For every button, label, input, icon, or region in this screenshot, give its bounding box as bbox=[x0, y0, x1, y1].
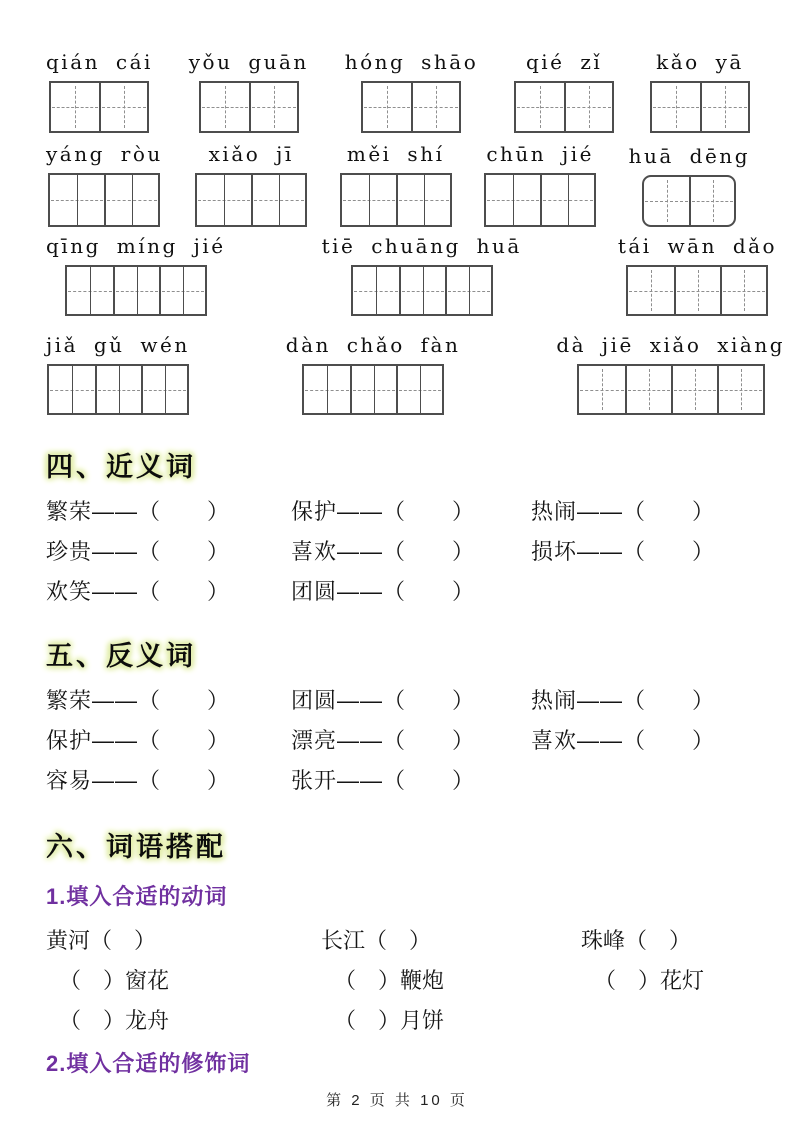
synonyms-block bbox=[46, 492, 750, 612]
pinyin-label: xiǎo jī bbox=[208, 142, 294, 166]
synonym-row bbox=[46, 532, 750, 572]
pinyin-label: yǒu guān bbox=[188, 50, 309, 74]
antonym-item: 繁荣——（ ） bbox=[46, 688, 231, 713]
pinyin-word-item bbox=[46, 333, 190, 415]
antonym-item: 热闹——（ ） bbox=[531, 688, 716, 713]
synonym-item: 保护——（ ） bbox=[291, 499, 476, 524]
collocation-item: 长江（ ） bbox=[321, 928, 432, 953]
pinyin-label: kǎo yā bbox=[656, 50, 744, 74]
section-synonyms-title: 四、近义词 bbox=[46, 452, 196, 482]
antonym-row bbox=[46, 761, 750, 801]
pinyin-label: qié zǐ bbox=[525, 50, 603, 74]
writing-grid bbox=[351, 265, 493, 316]
synonym-item bbox=[531, 572, 750, 612]
pinyin-row-1 bbox=[46, 50, 750, 133]
collocation-item: （ ）鞭炮 bbox=[334, 968, 445, 993]
pinyin-label: tái wān dǎo bbox=[617, 234, 778, 258]
collocation-item bbox=[594, 1001, 750, 1041]
antonyms-block bbox=[46, 681, 750, 801]
pinyin-word-item bbox=[650, 50, 750, 133]
synonym-row bbox=[46, 492, 750, 532]
collocation-subhead-modifiers: 2.填入合适的修饰词 bbox=[46, 1051, 251, 1076]
collocation-item: （ ）龙舟 bbox=[59, 1008, 170, 1033]
pinyin-label: dàn chǎo fàn bbox=[285, 333, 461, 357]
pinyin-word-item bbox=[46, 234, 226, 316]
collocation-block bbox=[46, 921, 750, 1041]
collocation-item: 黄河（ ） bbox=[46, 928, 157, 953]
writing-grid bbox=[65, 265, 207, 316]
collocation-item: （ ）窗花 bbox=[59, 968, 170, 993]
synonym-item: 繁荣——（ ） bbox=[46, 499, 231, 524]
antonym-item: 容易——（ ） bbox=[46, 768, 231, 793]
writing-grid bbox=[650, 81, 750, 133]
writing-grid bbox=[577, 364, 765, 415]
synonym-row bbox=[46, 572, 750, 612]
pinyin-row-2 bbox=[46, 142, 750, 227]
section-antonyms-title: 五、反义词 bbox=[46, 641, 196, 671]
writing-grid bbox=[302, 364, 444, 415]
antonym-item: 保护——（ ） bbox=[46, 728, 231, 753]
writing-grid bbox=[47, 364, 189, 415]
collocation-row bbox=[46, 921, 750, 961]
pinyin-label: qián cái bbox=[46, 50, 153, 74]
section-collocation-title: 六、词语搭配 bbox=[46, 832, 226, 862]
pinyin-word-item bbox=[46, 50, 153, 133]
writing-grid bbox=[514, 81, 614, 133]
pinyin-label: huā dēng bbox=[628, 144, 750, 168]
antonym-item: 张开——（ ） bbox=[291, 768, 476, 793]
pinyin-label: dà jiē xiǎo xiàng bbox=[556, 333, 785, 357]
pinyin-label: tiē chuāng huā bbox=[321, 234, 522, 258]
pinyin-row-3 bbox=[46, 234, 778, 316]
pinyin-row-4 bbox=[46, 333, 785, 415]
pinyin-word-item bbox=[195, 142, 307, 227]
pinyin-word-item bbox=[484, 142, 596, 227]
writing-grid bbox=[340, 173, 452, 227]
collocation-subhead-verbs: 1.填入合适的动词 bbox=[46, 884, 228, 909]
pinyin-word-item bbox=[46, 142, 163, 227]
pinyin-label: hóng shāo bbox=[344, 50, 479, 74]
antonym-item: 喜欢——（ ） bbox=[531, 728, 716, 753]
pinyin-label: jiǎ gǔ wén bbox=[46, 333, 190, 357]
synonym-item: 热闹——（ ） bbox=[531, 499, 716, 524]
pinyin-label: yáng ròu bbox=[46, 142, 163, 166]
synonym-item: 损坏——（ ） bbox=[531, 539, 716, 564]
pinyin-word-item bbox=[556, 333, 785, 415]
pinyin-word-item bbox=[286, 333, 461, 415]
collocation-item: 珠峰（ ） bbox=[581, 928, 692, 953]
section-antonyms-heading-row bbox=[46, 634, 750, 673]
writing-grid bbox=[361, 81, 461, 133]
writing-grid bbox=[195, 173, 307, 227]
writing-grid bbox=[626, 265, 768, 316]
synonym-item: 欢笑——（ ） bbox=[46, 579, 231, 604]
writing-grid bbox=[484, 173, 596, 227]
antonym-item: 团圆——（ ） bbox=[291, 688, 476, 713]
synonym-item: 珍贵——（ ） bbox=[46, 539, 231, 564]
pinyin-word-item bbox=[629, 144, 750, 227]
writing-grid bbox=[48, 173, 160, 227]
pinyin-word-item bbox=[618, 234, 777, 316]
antonym-row bbox=[46, 721, 750, 761]
pinyin-word-item bbox=[189, 50, 309, 133]
pinyin-label: chūn jié bbox=[486, 142, 594, 166]
writing-grid bbox=[49, 81, 149, 133]
collocation-item: （ ）月饼 bbox=[334, 1008, 445, 1033]
synonym-item: 喜欢——（ ） bbox=[291, 539, 476, 564]
pinyin-word-item bbox=[322, 234, 522, 316]
antonym-row bbox=[46, 681, 750, 721]
collocation-row bbox=[46, 1001, 750, 1041]
section-collocation-heading-row bbox=[46, 825, 750, 864]
antonym-item: 漂亮——（ ） bbox=[291, 728, 476, 753]
pinyin-label: měi shí bbox=[346, 142, 445, 166]
pinyin-word-item bbox=[514, 50, 614, 133]
collocation-row bbox=[46, 961, 750, 1001]
collocation-item: （ ）花灯 bbox=[594, 968, 705, 993]
writing-grid bbox=[199, 81, 299, 133]
pinyin-word-item bbox=[345, 50, 479, 133]
pinyin-word-item bbox=[340, 142, 452, 227]
section-synonyms-heading-row bbox=[46, 445, 750, 484]
page-number-footer: 第 2 页 共 10 页 bbox=[326, 1092, 468, 1109]
antonym-item bbox=[531, 761, 750, 801]
synonym-item: 团圆——（ ） bbox=[291, 579, 476, 604]
pinyin-label: qīng míng jié bbox=[46, 234, 226, 258]
writing-grid bbox=[642, 175, 736, 227]
